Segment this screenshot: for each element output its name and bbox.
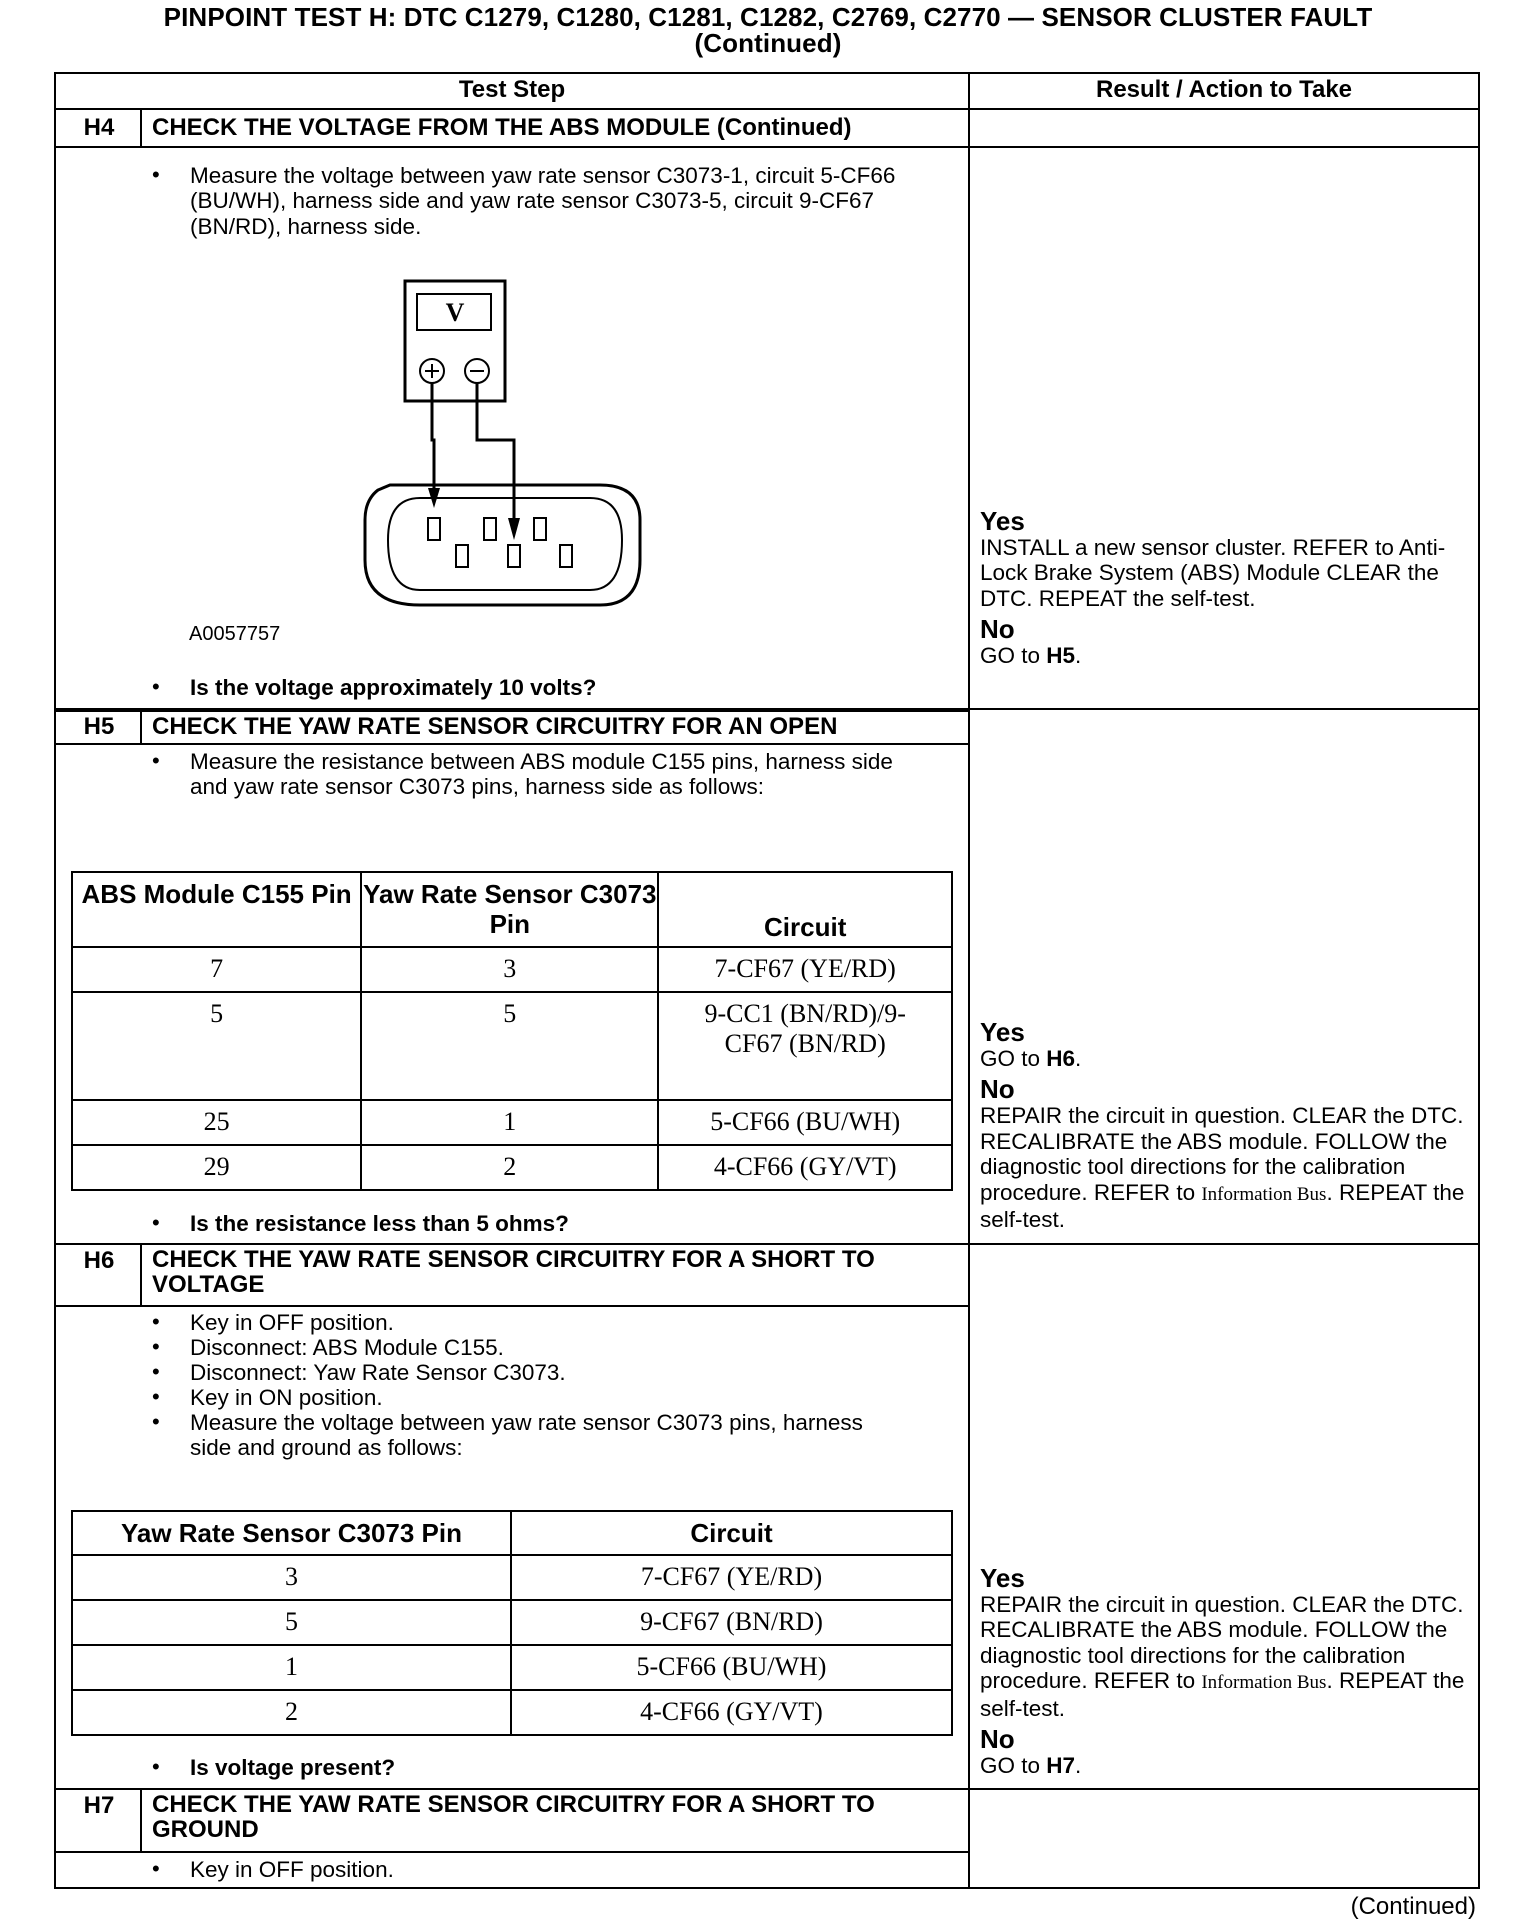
connector-pins: [428, 518, 572, 567]
table-row: 1 5-CF66 (BU/WH): [72, 1645, 952, 1690]
step-question-h4: Is the voltage approximately 10 volts?: [190, 675, 597, 700]
pin-table-h6: [71, 1510, 953, 1736]
list-item: Key in ON position.: [190, 1385, 383, 1410]
title-line-2: (Continued): [694, 28, 842, 58]
meter-label: V: [445, 298, 465, 327]
table-row: 2 4-CF66 (GY/VT): [72, 1690, 952, 1735]
information-bus-link[interactable]: Information Bus: [1201, 1183, 1327, 1205]
table-header: Yaw Rate Sensor C3073 Pin: [72, 1511, 511, 1555]
bullet: •: [152, 1210, 160, 1235]
step-instruction-h7: Key in OFF position.: [190, 1857, 394, 1882]
table-row: 5 9-CF67 (BN/RD): [72, 1600, 952, 1645]
yes-action: REPAIR the circuit in question. CLEAR the DTC. RECALIBRATE the ABS module. FOLLOW the diagnostic tool directions for the calibration procedure. REFER to Information Bus. REPEAT the self-test.: [980, 1592, 1465, 1721]
yes-label: Yes: [980, 1563, 1025, 1593]
step-instruction-h4: Measure the voltage between yaw rate sensor C3073-1, circuit 5-CF66 (BU/WH), harness side and yaw rate sensor C3073-5, circuit 9-CF67 (BN/RD), harness side.: [190, 163, 896, 239]
figure-id: A0057757: [189, 623, 281, 645]
table-row: 25 1 5-CF66 (BU/WH): [72, 1100, 952, 1145]
list-item: Disconnect: ABS Module C155.: [190, 1335, 504, 1360]
list-item: Disconnect: Yaw Rate Sensor C3073.: [190, 1360, 566, 1385]
step-question-h5: Is the resistance less than 5 ohms?: [190, 1211, 569, 1236]
step-question-h6: Is voltage present?: [190, 1755, 396, 1780]
step-instruction-h5: Measure the resistance between ABS module C155 pins, harness side and yaw rate sensor C3073 pins, harness side as follows:: [190, 749, 893, 800]
table-header: Circuit: [658, 872, 952, 947]
table-row: 7 3 7-CF67 (YE/RD): [72, 947, 952, 992]
table-row: 29 2 4-CF66 (GY/VT): [72, 1145, 952, 1190]
step-heading-h5: CHECK THE YAW RATE SENSOR CIRCUITRY FOR AN OPEN: [152, 713, 838, 740]
yes-label: Yes: [980, 506, 1025, 536]
no-label: No: [980, 614, 1015, 645]
continued-footer: (Continued): [1350, 1893, 1476, 1920]
step-id-h4: H4: [83, 114, 115, 141]
list-item: Key in OFF position.: [190, 1310, 394, 1335]
no-action: GO to H5.: [980, 643, 1082, 669]
step-id-h5: H5: [83, 713, 115, 740]
column-header-test-step: Test Step: [458, 76, 566, 103]
list-item: Measure the voltage between yaw rate sensor C3073 pins, harness side and ground as follows:: [190, 1410, 863, 1461]
bullet: •: [152, 1754, 160, 1779]
goto-link-h7[interactable]: H7: [1046, 1753, 1076, 1779]
table-header: Circuit: [511, 1511, 952, 1555]
step-id-h7: H7: [83, 1792, 115, 1819]
negative-probe-arrow: [508, 518, 520, 540]
no-action: REPAIR the circuit in question. CLEAR the DTC. RECALIBRATE the ABS module. FOLLOW the diagnostic tool directions for the calibration procedure. REFER to Information Bus. REPEAT the self-test.: [980, 1103, 1465, 1233]
result-h4: [980, 507, 1480, 669]
bullet: •: [152, 162, 160, 187]
no-action: GO to H7.: [980, 1753, 1082, 1779]
bullet: •: [152, 748, 160, 773]
table-header: ABS Module C155 Pin: [72, 872, 361, 947]
step-heading-h6: CHECK THE YAW RATE SENSOR CIRCUITRY FOR A SHORT TO VOLTAGE: [152, 1246, 875, 1298]
bullet: •: [152, 1856, 160, 1881]
negative-lead: [477, 383, 514, 520]
table-row: 5 5 9-CC1 (BN/RD)/9-CF67 (BN/RD): [72, 992, 952, 1100]
yes-label: Yes: [980, 1017, 1025, 1047]
positive-lead: [432, 383, 434, 488]
step-heading-h7: CHECK THE YAW RATE SENSOR CIRCUITRY FOR A SHORT TO GROUND: [152, 1791, 875, 1843]
result-h5: [980, 1018, 1480, 1232]
information-bus-link[interactable]: Information Bus: [1201, 1672, 1327, 1694]
goto-link-h5[interactable]: H5: [1046, 643, 1076, 669]
table-header: Yaw Rate Sensor C3073 Pin: [361, 872, 658, 947]
result-h6: [980, 1564, 1480, 1778]
pin-table-h5: [71, 871, 953, 1191]
yes-action: GO to H6.: [980, 1046, 1082, 1071]
column-header-result: Result / Action to Take: [1095, 76, 1353, 103]
connector-inner: [388, 498, 622, 590]
bullet: •: [152, 674, 160, 699]
yes-action: INSTALL a new sensor cluster. REFER to Anti-Lock Brake System (ABS) Module CLEAR the DTC. REPEAT the self-test.: [980, 535, 1446, 611]
table-row: 3 7-CF67 (YE/RD): [72, 1555, 952, 1600]
step-heading-h4: CHECK THE VOLTAGE FROM THE ABS MODULE (Continued): [152, 114, 852, 141]
step-id-h6: H6: [83, 1247, 115, 1274]
goto-link-h6[interactable]: H6: [1046, 1046, 1076, 1071]
title-line-1: PINPOINT TEST H: DTC C1279, C1280, C1281, C1282, C2769, C2770 — SENSOR CLUSTER FAULT: [163, 2, 1373, 32]
no-label: No: [980, 1074, 1015, 1105]
no-label: No: [980, 1724, 1015, 1755]
